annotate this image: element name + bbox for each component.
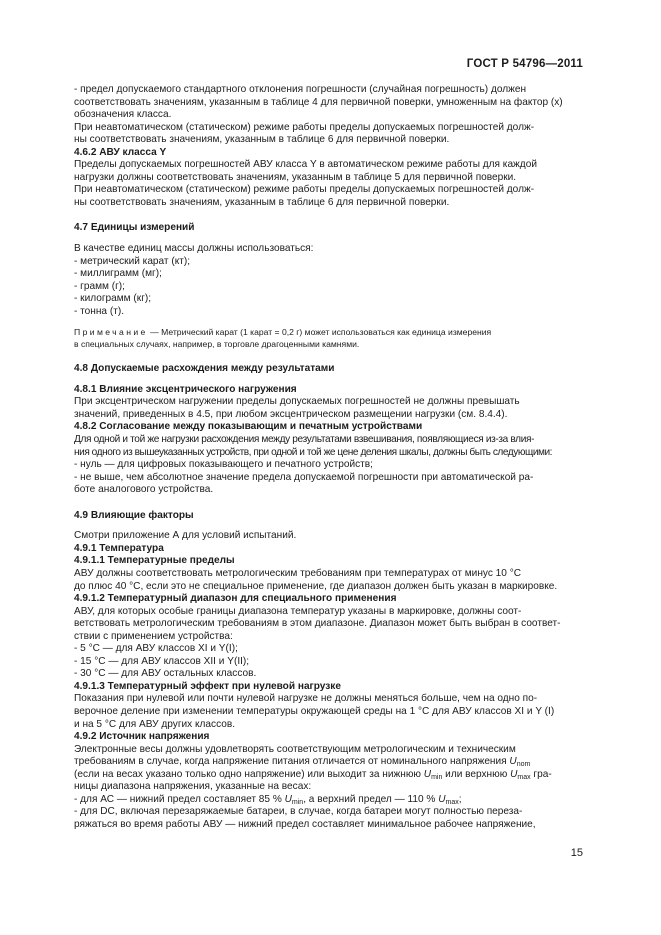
- subscript-nom: nom: [516, 761, 531, 769]
- text-line: [74, 756, 583, 769]
- note: [74, 326, 583, 338]
- note-continuation: в специальных случаях, например, в торговле драгоценными камнями.: [74, 339, 360, 350]
- text-line: значений, приведенных в 4.5, при любом эксцентрическом размещении нагрузки (см. 8.4.4).: [74, 408, 508, 420]
- list-item: - 15 °С — для АВУ классов XII и Y(II);: [74, 655, 250, 667]
- text-line: Электронные весы должны удовлетворять соответствующим метрологическим и техническим: [74, 743, 516, 755]
- text-line: до плюс 40 °С, если это не специальное применение, где диапазон должен быть указан в маркировке.: [74, 580, 558, 592]
- section-heading-4-8-2: 4.8.2 Согласование между показывающим и печатным устройствами: [74, 421, 423, 433]
- text-line: верочное деление при изменении температуры окружающей среды на 1 °С для АВУ классов XI и Y (I): [74, 705, 555, 717]
- symbol-u: U: [438, 793, 446, 805]
- section-heading-4-9-1: 4.9.1 Температура: [74, 542, 164, 554]
- text-line: ряжаться во время работы АВУ — нижний предел составляет минимальное рабочее напряжение,: [74, 818, 536, 830]
- list-item: - для DC, включая перезаряжаемые батареи, в случае, когда батареи могут полностью переза-: [74, 806, 523, 818]
- text-line: ствии с применением устройства:: [74, 630, 233, 642]
- list-item: - миллиграмм (мг);: [74, 268, 162, 280]
- note-text: — Метрический карат (1 карат = 0,2 г) может использоваться как единица измерения: [147, 327, 492, 338]
- text-fragment: , а верхний предел — 110 %: [303, 793, 439, 805]
- text-line: - предел допускаемого стандартного отклонения погрешности (случайная погрешность) должен: [74, 84, 527, 95]
- symbol-u: U: [423, 768, 432, 780]
- section-heading-4-8-1: 4.8.1 Влияние эксцентрического нагружения: [74, 383, 297, 395]
- text-fragment: (если на весах указано только одно напряжение) или выходит за нижнюю: [74, 768, 424, 780]
- subscript-max: max: [445, 798, 459, 806]
- section-heading-4-9-2: 4.9.2 Источник напряжения: [74, 731, 210, 743]
- symbol-u: U: [510, 768, 518, 780]
- subscript-min: min: [291, 798, 304, 806]
- text-line: ны соответствовать значениям, указанным в таблице 6 для первичной поверки.: [74, 134, 450, 146]
- list-item: - нуль — для цифровых показывающего и печатного устройств;: [74, 459, 373, 471]
- text-line: При неавтоматическом (статическом) режиме работы пределы допускаемых погрешностей долж-: [74, 184, 535, 196]
- note-label: Примечание: [74, 327, 148, 338]
- list-item: - грамм (г);: [74, 280, 125, 292]
- text-line: При неавтоматическом (статическом) режиме работы пределы допускаемых погрешностей долж-: [74, 121, 535, 133]
- text-line: [74, 769, 583, 782]
- text-line: и на 5 °С для АВУ других классов.: [74, 718, 236, 730]
- list-item: - тонна (т).: [74, 305, 125, 317]
- text-line: Смотри приложение А для условий испытаний.: [74, 530, 297, 542]
- text-line: В качестве единиц массы должны использоваться:: [74, 243, 314, 255]
- section-heading-4-8: 4.8 Допускаемые расхождения между результатами: [74, 363, 335, 375]
- text-line: ны соответствовать значениям, указанным в таблице 6 для первичной поверки.: [74, 196, 450, 208]
- document-body: [74, 84, 583, 831]
- text-line: Показания при нулевой или почти нулевой нагрузке не должны меняться больше, чем на одно по-: [74, 693, 538, 705]
- list-item: - не выше, чем абсолютное значение предела допускаемой погрешности при автоматической ра-: [74, 471, 534, 483]
- section-heading-4-6-2: 4.6.2 АВУ класса Y: [74, 146, 167, 158]
- text-line: соответствовать значениям, указанным в таблице 4 для первичной поверки, умноженным на фактор (х): [74, 96, 563, 108]
- text-line: ния одного из вышеуказанных устройств, при одной и той же цене деления шкалы, должны быть следующими:: [74, 446, 553, 458]
- text-fragment: или верхнюю: [442, 768, 511, 780]
- text-line: АВУ, для которых особые границы диапазона температур указаны в маркировке, должны соот-: [74, 605, 522, 617]
- text-line: ницы диапазона напряжения, указанные на весах:: [74, 781, 312, 793]
- text-line: обозначения класса.: [74, 109, 172, 121]
- section-heading-4-9: 4.9 Влияющие факторы: [74, 509, 194, 521]
- page-number: 15: [570, 847, 583, 859]
- text-line: Пределы допускаемых погрешностей АВУ класса Y в автоматическом режиме работы для каждой: [74, 159, 537, 171]
- text-fragment: гра-: [530, 768, 552, 780]
- text-line: боте аналогового устройства.: [74, 484, 214, 496]
- text-line: АВУ должны соответствовать метрологическим требованиям при температурах от минус 10 °С: [74, 567, 522, 579]
- list-item: - 5 °С — для АВУ классов XI и Y(I);: [74, 643, 238, 655]
- standard-header: ГОСТ Р 54796—2011: [466, 58, 583, 70]
- symbol-u: U: [284, 793, 292, 805]
- symbol-u: U: [509, 756, 517, 768]
- text-line: нагрузки должны соответствовать значениям, указанным в таблице 5 для первичной поверки.: [74, 171, 517, 183]
- text-fragment: требованиям в случае, когда напряжение питания отличается от номинального напряжения: [74, 756, 510, 768]
- list-item: - метрический карат (кт);: [74, 255, 191, 267]
- text-line: При эксцентрическом нагружении пределы допускаемых погрешностей не должны превышать: [74, 396, 520, 408]
- text-line: ветствовать метрологическим требованиям в этом диапазоне. Диапазон может быть выбран в соответ-: [74, 618, 561, 630]
- list-item: - 30 °С — для АВУ остальных классов.: [74, 668, 257, 680]
- text-line: Для одной и той же нагрузки расхождения между результатами взвешивания, появляющиеся из-за влия-: [74, 434, 535, 446]
- subscript-max: max: [517, 773, 531, 781]
- section-heading-4-9-1-2: 4.9.1.2 Температурный диапазон для специального применения: [74, 593, 397, 605]
- section-heading-4-9-1-3: 4.9.1.3 Температурный эффект при нулевой нагрузке: [74, 680, 341, 692]
- text-fragment: - для АС — нижний предел составляет 85 %: [74, 793, 285, 805]
- section-heading-4-9-1-1: 4.9.1.1 Температурные пределы: [74, 555, 235, 567]
- text-fragment: ;: [458, 793, 462, 805]
- section-heading-4-7: 4.7 Единицы измерений: [74, 222, 195, 234]
- list-item: [74, 794, 583, 807]
- subscript-min: min: [431, 773, 443, 781]
- list-item: - килограмм (кг);: [74, 293, 152, 305]
